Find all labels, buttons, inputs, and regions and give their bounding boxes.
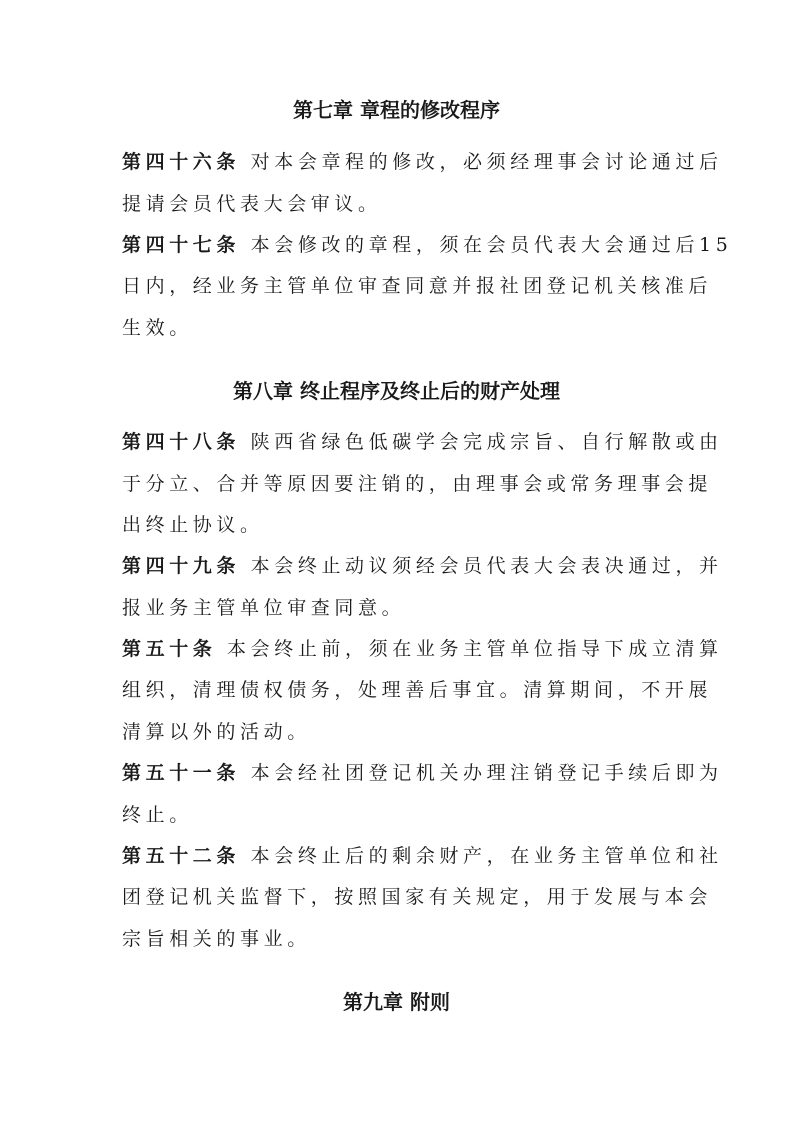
article-48-line-1: 第四十八条 陕西省绿色低碳学会完成宗旨、自行解散或由 (122, 431, 723, 453)
article-47-line-3: 生效。 (122, 317, 193, 339)
article-47-line-2: 日内，经业务主管单位审查同意并报社团登记机关核准后 (122, 275, 713, 297)
article-51-line-2: 终止。 (122, 804, 193, 826)
article-52-line-3: 宗旨相关的事业。 (122, 928, 311, 950)
article-52-line-1: 第五十二条 本会终止后的剩余财产，在业务主管单位和社 (122, 845, 723, 867)
article-51-label: 第五十一条 (122, 762, 241, 784)
article-49-line-1: 第四十九条 本会终止动议须经会员代表大会表决通过，并 (122, 555, 723, 577)
article-52-label: 第五十二条 (122, 845, 241, 867)
article-48-label: 第四十八条 (122, 431, 241, 453)
article-50-line-1: 第五十条 本会终止前，须在业务主管单位指导下成立清算 (122, 638, 723, 660)
article-49-label: 第四十九条 (122, 555, 241, 577)
heading-chapter-8: 第八章 终止程序及终止后的财产处理 (233, 379, 560, 403)
heading-chapter-9: 第九章 附则 (343, 990, 450, 1014)
article-47-label: 第四十七条 (122, 234, 241, 256)
article-50-line-2: 组织，清理债权债务，处理善后事宜。清算期间，不开展 (122, 679, 713, 701)
article-48-line-3: 出终止协议。 (122, 514, 264, 536)
article-51-line-1: 第五十一条 本会经社团登记机关办理注销登记手续后即为 (122, 762, 723, 784)
article-47-line-1: 第四十七条 本会修改的章程，须在会员代表大会通过后15 (122, 234, 733, 256)
article-46-label: 第四十六条 (122, 151, 241, 173)
article-49-line-2: 报业务主管单位审查同意。 (122, 597, 406, 619)
article-50-line-3: 清算以外的活动。 (122, 721, 311, 743)
article-52-line-2: 团登记机关监督下，按照国家有关规定，用于发展与本会 (122, 886, 713, 908)
heading-chapter-7: 第七章 章程的修改程序 (293, 98, 500, 122)
article-50-label: 第五十条 (122, 638, 217, 660)
article-46-line-2: 提请会员代表大会审议。 (122, 193, 382, 215)
article-46-line-1: 第四十六条 对本会章程的修改，必须经理事会讨论通过后 (122, 151, 723, 173)
article-48-line-2: 于分立、合并等原因要注销的，由理事会或常务理事会提 (122, 473, 713, 495)
